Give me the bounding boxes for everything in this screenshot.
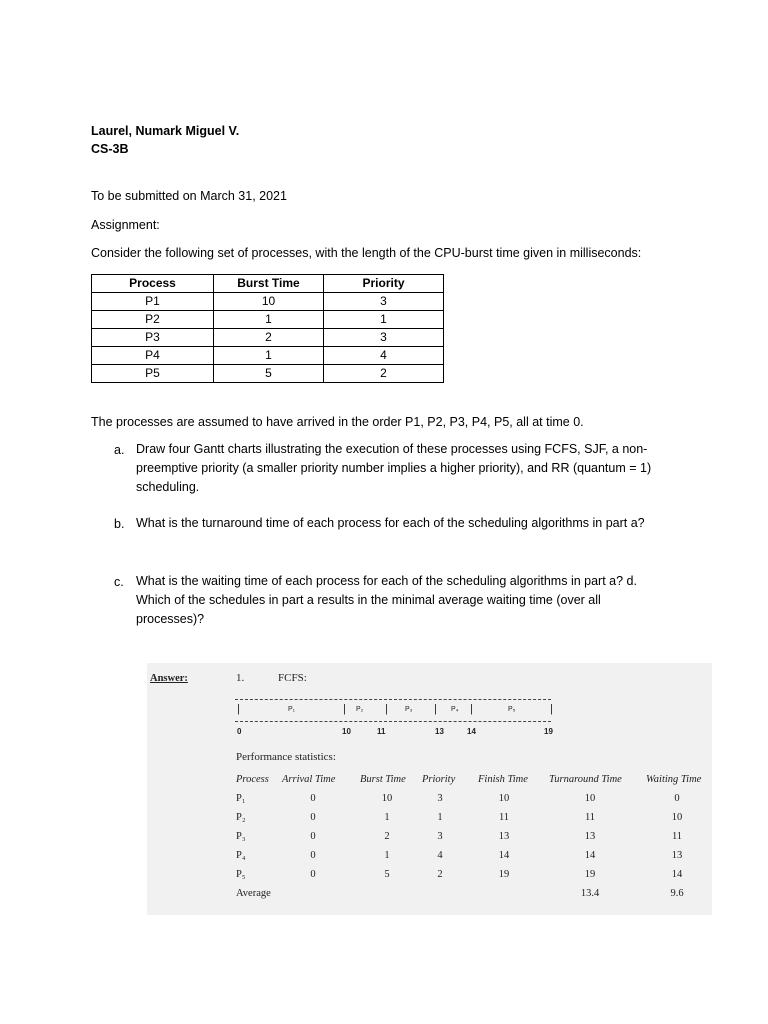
table-cell: 3 (324, 329, 444, 347)
question-b-label: b. (114, 517, 125, 531)
submission-date: To be submitted on March 31, 2021 (91, 189, 287, 203)
average-label: Average (236, 888, 271, 899)
question-a-label: a. (114, 443, 125, 457)
stats-cell: 1 (384, 850, 390, 861)
question-a-text: Draw four Gantt charts illustrating the execution of these processes using FCFS, SJF, a non-preemptive priority (a smaller priority number implies a higher priority), and RR (quantum = 1) scheduling. (136, 442, 652, 494)
table-cell: 1 (214, 311, 324, 329)
gantt-time-label: 10 (342, 727, 351, 736)
stats-cell: 0 (310, 812, 316, 823)
gantt-time-label: 0 (237, 727, 242, 736)
answer-panel (147, 663, 712, 915)
table-cell: P2 (92, 311, 214, 329)
stats-cell: 0 (310, 850, 316, 861)
stats-process: P₁ (236, 793, 246, 804)
stats-cell: 0 (310, 793, 316, 804)
stats-header: Finish Time (478, 774, 528, 785)
answer-number: 1. (236, 672, 245, 684)
stats-cell: 10 (498, 793, 510, 804)
stats-header: Arrival Time (282, 774, 336, 785)
consider-text: Consider the following set of processes, with the length of the CPU-burst time given in milliseconds: (91, 246, 642, 260)
average-turnaround: 13.4 (580, 888, 600, 899)
gantt-divider: | (237, 703, 240, 715)
stats-cell: 1 (437, 812, 443, 823)
gantt-segment-label: P₃ (405, 706, 413, 713)
assignment-label: Assignment: (91, 218, 160, 232)
algorithm-label: FCFS: (278, 672, 307, 684)
table-cell: 2 (214, 329, 324, 347)
stats-header: Burst Time (360, 774, 406, 785)
stats-cell: 14 (584, 850, 596, 861)
stats-process: P₅ (236, 869, 246, 880)
gantt-divider: | (434, 703, 437, 715)
gantt-divider: | (385, 703, 388, 715)
gantt-top-border (235, 699, 551, 700)
table-cell: 5 (214, 365, 324, 383)
table-row (92, 293, 444, 311)
gantt-time-label: 11 (377, 727, 386, 736)
table-cell: P3 (92, 329, 214, 347)
stats-cell: 19 (498, 869, 510, 880)
stats-process: P₄ (236, 850, 246, 861)
stats-cell: 0 (310, 831, 316, 842)
stats-cell: 0 (310, 869, 316, 880)
table-cell: 1 (324, 311, 444, 329)
question-c-label: c. (114, 575, 124, 589)
stats-header: Waiting Time (646, 774, 702, 785)
table-row (92, 311, 444, 329)
table-cell: 4 (324, 347, 444, 365)
stats-cell: 13 (671, 850, 683, 861)
stats-cell: 3 (437, 793, 443, 804)
stats-title: Performance statistics: (236, 751, 336, 763)
stats-cell: 3 (437, 831, 443, 842)
stats-cell: 0 (674, 793, 680, 804)
arrival-note: The processes are assumed to have arrived in the order P1, P2, P3, P4, P5, all at time 0. (91, 415, 584, 429)
table-row (92, 365, 444, 383)
table-cell: 10 (214, 293, 324, 311)
table-cell: P5 (92, 365, 214, 383)
gantt-time-label: 14 (467, 727, 476, 736)
stats-cell: 2 (384, 831, 390, 842)
table-cell: P1 (92, 293, 214, 311)
question-b-text: What is the turnaround time of each process for each of the scheduling algorithms in part a? (136, 516, 645, 530)
stats-cell: 4 (437, 850, 443, 861)
stats-header: Turnaround Time (549, 774, 622, 785)
stats-process: P₃ (236, 831, 246, 842)
gantt-divider: | (470, 703, 473, 715)
stats-cell: 10 (584, 793, 596, 804)
table-header-row (92, 275, 444, 293)
stats-cell: 11 (498, 812, 510, 823)
table-header-cell: Priority (324, 275, 444, 293)
stats-cell: 11 (584, 812, 596, 823)
stats-header: Priority (422, 774, 456, 785)
gantt-divider: | (343, 703, 346, 715)
stats-cell: 2 (437, 869, 443, 880)
stats-cell: 5 (384, 869, 390, 880)
process-table (91, 274, 444, 383)
student-section: CS-3B (91, 142, 129, 156)
table-cell: P4 (92, 347, 214, 365)
gantt-bottom-border (235, 721, 551, 722)
table-header-cell: Burst Time (214, 275, 324, 293)
stats-cell: 13 (498, 831, 510, 842)
gantt-segment-label: P₂ (356, 706, 364, 713)
table-cell: 3 (324, 293, 444, 311)
stats-cell: 14 (671, 869, 683, 880)
table-header-cell: Process (92, 275, 214, 293)
answer-label: Answer: (150, 673, 188, 684)
gantt-segment-label: P₄ (451, 706, 459, 713)
stats-cell: 19 (584, 869, 596, 880)
gantt-time-label: 19 (544, 727, 553, 736)
table-row (92, 347, 444, 365)
gantt-segment-label: P₁ (288, 706, 296, 713)
question-c-text: What is the waiting time of each process for each of the scheduling algorithms in part a? d. Which of the schedules in part a results in the minimal average waiting time (over all processes)? (136, 574, 637, 626)
gantt-divider: | (550, 703, 553, 715)
stats-cell: 11 (671, 831, 683, 842)
table-cell: 2 (324, 365, 444, 383)
stats-cell: 1 (384, 812, 390, 823)
stats-header: Process (236, 774, 269, 785)
stats-cell: 10 (381, 793, 393, 804)
stats-cell: 14 (498, 850, 510, 861)
student-name: Laurel, Numark Miguel V. (91, 124, 240, 138)
stats-cell: 13 (584, 831, 596, 842)
stats-cell: 10 (671, 812, 683, 823)
gantt-time-label: 13 (435, 727, 444, 736)
table-cell: 1 (214, 347, 324, 365)
table-row (92, 329, 444, 347)
gantt-segment-label: P₅ (508, 706, 516, 713)
stats-process: P₂ (236, 812, 246, 823)
average-waiting: 9.6 (670, 888, 684, 899)
